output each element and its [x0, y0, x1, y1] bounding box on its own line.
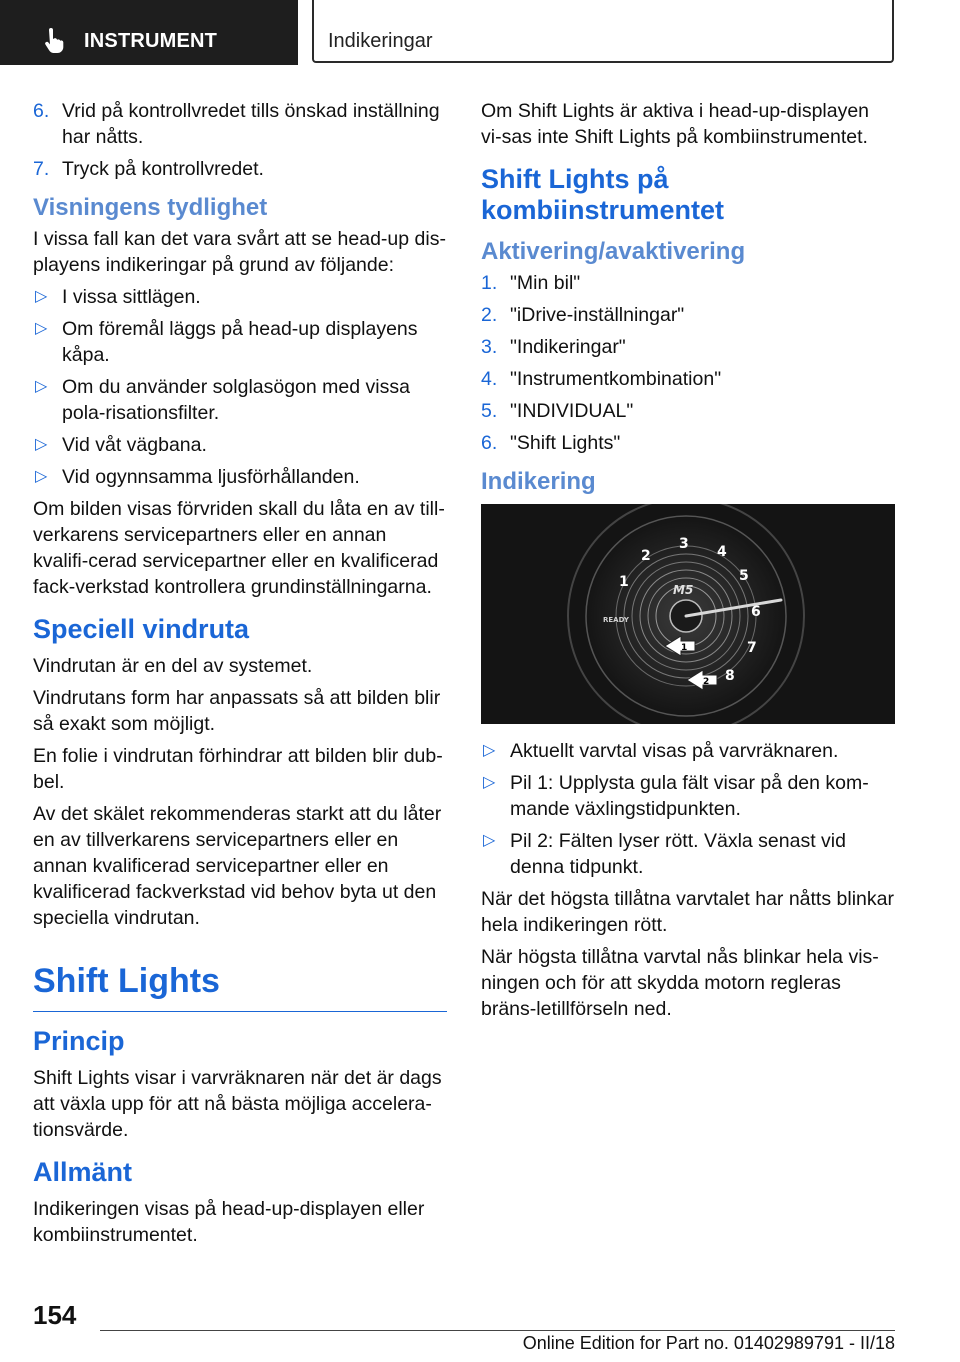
- heading-allmant: Allmänt: [33, 1157, 133, 1187]
- list-item: 5. "INDIVIDUAL": [481, 400, 634, 422]
- list-item: 3. "Indikeringar": [481, 336, 626, 358]
- callout-arrow-2-label: 2: [703, 677, 710, 687]
- gauge-tick: 1: [619, 574, 629, 590]
- menu-path-list: [481, 270, 895, 456]
- paragraph: När högsta tillåtna varvtal nås blinkar hela vis-ningen och för att skydda motorn regleras bräns-letillförseln ned.: [481, 946, 879, 1020]
- heading-indikering: Indikering: [481, 468, 596, 495]
- triangle-bullet-icon: ▷: [35, 288, 48, 305]
- list-item: 4. "Instrumentkombination": [481, 368, 722, 390]
- list-item: ▷ Om föremål läggs på head-up displayens kåpa.: [35, 318, 418, 366]
- paragraph: Om bilden visas förvriden skall du låta en av till-verkarens servicepartners eller en annan kvalifi-cerad servicepartner eller en kvalificerad fack-verkstad kontrollera grundinställningarna.: [33, 498, 445, 598]
- triangle-bullet-icon: ▷: [35, 378, 48, 395]
- heading-aktivering: Aktivering/avaktivering: [481, 238, 746, 265]
- brand-badge: M5: [673, 583, 694, 597]
- heading-vindruta: Speciell vindruta: [33, 614, 250, 644]
- gauge-tick: 8: [725, 668, 735, 684]
- heading-shift-lights: Shift Lights: [33, 959, 447, 1012]
- triangle-bullet-icon: ▷: [483, 742, 496, 759]
- step-list: [33, 98, 447, 182]
- heading-kombi: Shift Lights på kombiinstrumentet: [481, 164, 725, 225]
- paragraph: Vindrutans form har anpassats så att bilden blir så exakt som möjligt.: [33, 687, 441, 735]
- paragraph: I vissa fall kan det vara svårt att se head-up dis-playens indikeringar på grund av följande:: [33, 228, 446, 276]
- gauge-tick: 7: [747, 640, 757, 656]
- section-title-box: [312, 0, 894, 63]
- tachometer-illustration: [481, 504, 895, 724]
- gauge-tick: 5: [739, 568, 749, 584]
- list-item: 6. "Shift Lights": [481, 432, 621, 454]
- gauge-tick: 6: [751, 604, 761, 620]
- paragraph: Om Shift Lights är aktiva i head-up-displayen vi-sas inte Shift Lights på kombiinstrumentet.: [481, 100, 870, 148]
- paragraph: Av det skälet rekommenderas starkt att du låter en av tillverkarens servicepartners eller en annan kvalificerad servicepartner eller en kvalificerad fackverkstad vid behov byta ut den speciella vindrutan.: [33, 803, 442, 929]
- edition-label: Online Edition for Part no. 01402989791 - II/18: [522, 1333, 895, 1353]
- bullet-list: [481, 738, 895, 880]
- bullet-list: [33, 284, 447, 490]
- callout-arrow-1-label: 1: [681, 643, 688, 653]
- triangle-bullet-icon: ▷: [35, 468, 48, 485]
- list-item: 1. "Min bil": [481, 272, 581, 294]
- chapter-tab: [0, 0, 298, 65]
- list-item: ▷ Vid våt vägbana.: [35, 434, 207, 456]
- page-number: 154: [33, 1300, 77, 1330]
- list-item: ▷ I vissa sittlägen.: [35, 286, 201, 308]
- triangle-bullet-icon: ▷: [483, 832, 496, 849]
- gauge-tick: 3: [679, 536, 689, 552]
- list-item: 7. Tryck på kontrollvredet.: [33, 158, 264, 180]
- left-column: [33, 98, 447, 1254]
- list-item: ▷ Om du använder solglasögon med vissa pola-risationsfilter.: [35, 376, 410, 424]
- triangle-bullet-icon: ▷: [35, 436, 48, 453]
- list-item: ▷ Pil 2: Fälten lyser rött. Växla senast vid denna tidpunkt.: [483, 830, 846, 878]
- gauge-tick: 4: [717, 544, 727, 560]
- footer-divider: [100, 1330, 895, 1331]
- paragraph: Vindrutan är en del av systemet.: [33, 655, 313, 677]
- paragraph: När det högsta tillåtna varvtalet har nåtts blinkar hela indikeringen rött.: [481, 888, 894, 936]
- triangle-bullet-icon: ▷: [483, 774, 496, 791]
- list-item: 2. "iDrive-inställningar": [481, 304, 685, 326]
- right-column: [481, 98, 895, 1028]
- gauge-tick: 2: [641, 548, 651, 564]
- paragraph: Indikeringen visas på head-up-displayen eller kombiinstrumentet.: [33, 1198, 425, 1246]
- ready-label: READY: [603, 616, 629, 624]
- list-item: 6. Vrid på kontrollvredet tills önskad inställning har nåtts.: [33, 100, 440, 148]
- heading-visning: Visningens tydlighet: [33, 194, 268, 221]
- triangle-bullet-icon: ▷: [35, 320, 48, 337]
- hand-pointer-icon: [40, 27, 68, 55]
- list-item: ▷ Pil 1: Upplysta gula fält visar på den kom-mande växlingstidpunkten.: [483, 772, 869, 820]
- list-item: ▷ Vid ogynnsamma ljusförhållanden.: [35, 466, 360, 488]
- list-item: ▷ Aktuellt varvtal visas på varvräknaren.: [483, 740, 839, 762]
- paragraph: En folie i vindrutan förhindrar att bilden blir dub-bel.: [33, 745, 443, 793]
- chapter-label: INSTRUMENT: [84, 30, 218, 52]
- paragraph: Shift Lights visar i varvräknaren när det är dags att växla upp för att nå bästa möjliga accelera-tionsvärde.: [33, 1067, 442, 1141]
- heading-princip: Princip: [33, 1026, 125, 1056]
- section-title: Indikeringar: [328, 30, 433, 52]
